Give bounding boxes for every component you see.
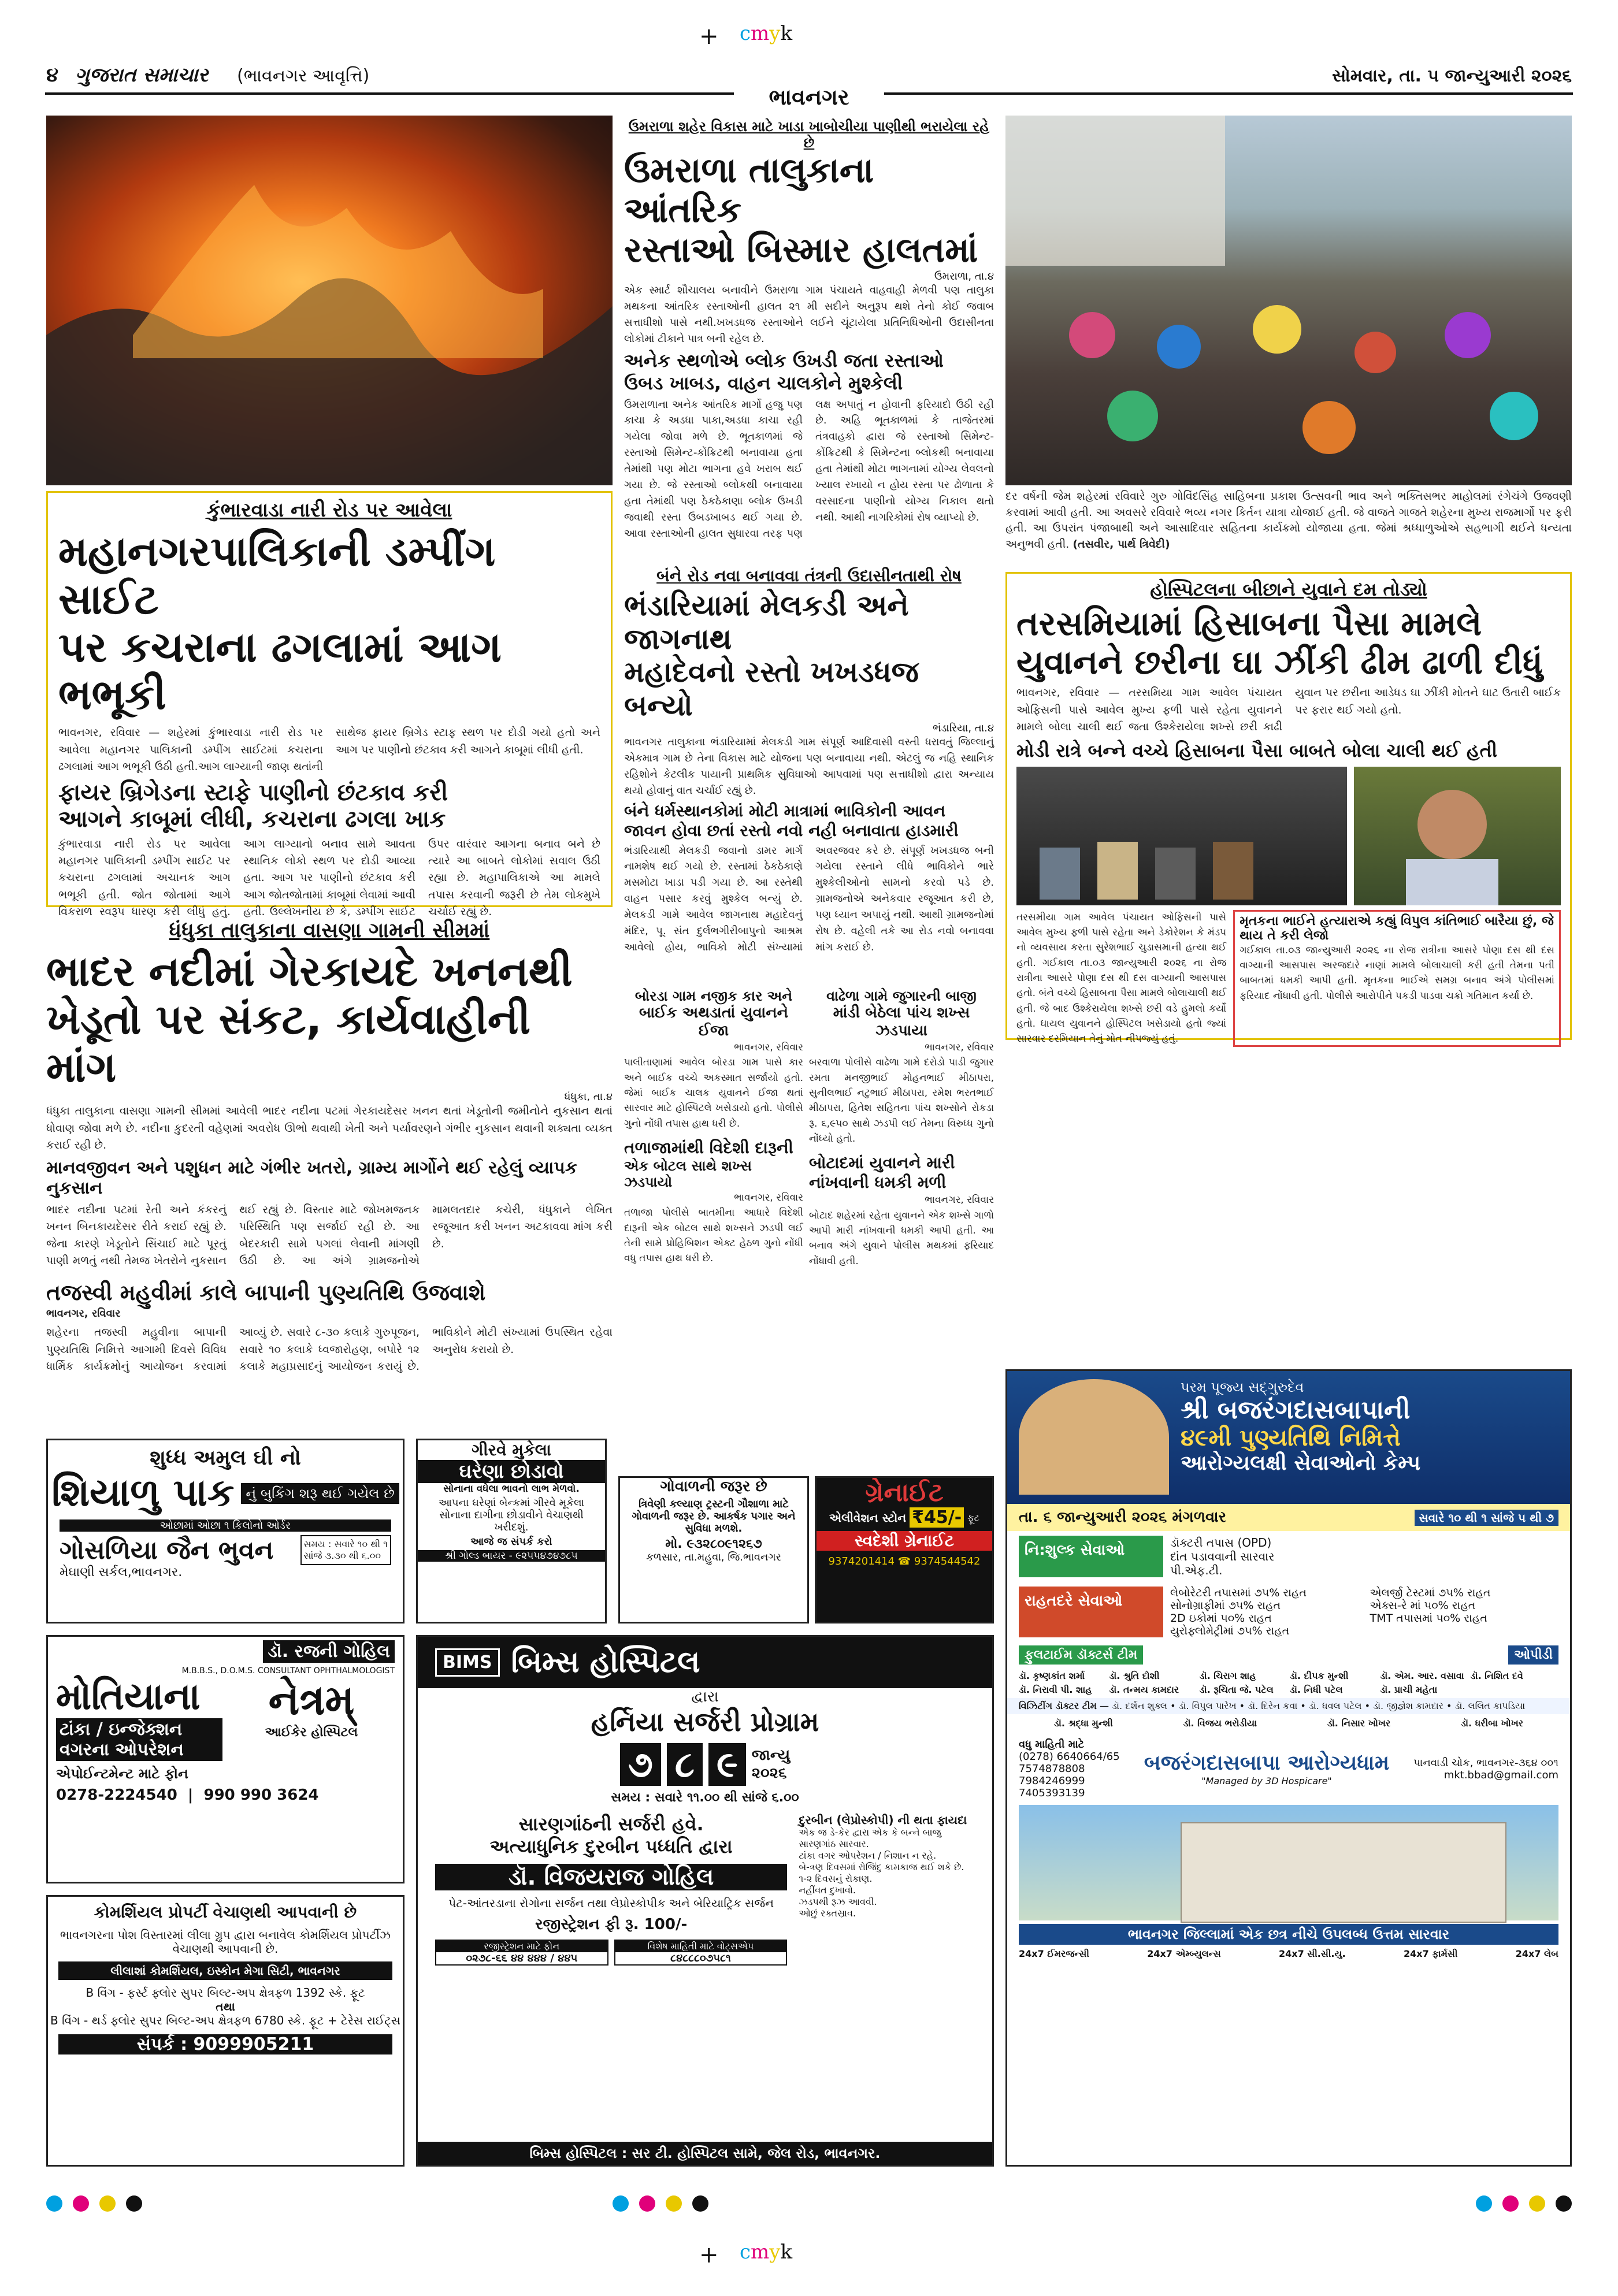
camp-services: 24x7 ઈમરજન્સી 24x7 એમ્બ્યુલન્સ 24x7 સી.સી.યુ. 24x7 ફાર્મસી 24x7 લેબ — [1019, 1948, 1558, 1959]
bims-brand: બિમ્સ હોસ્પિટલ — [511, 1645, 700, 1680]
bims-benefits — [799, 1813, 975, 1966]
camp-line3: ૪૯મી પુણ્યતિથિ નિમિત્તે — [1181, 1425, 1401, 1451]
headline-2: યુવાનને છરીના ઘા ઝીંકી ઢીમ ઢાળી દીધું — [1016, 642, 1543, 682]
ad-granite — [815, 1476, 994, 1623]
page-number: ૪ — [46, 64, 59, 87]
bims-fee: રજીસ્ટ્રેશન ફી રૂ. 100/- — [535, 1916, 688, 1933]
camp-line2: શ્રી બજરંગદાસબાપાની — [1181, 1395, 1411, 1425]
gold-line: સોનાના વધેલા ભાવનો લાભ મેળવો. — [443, 1483, 580, 1495]
ad-gold — [416, 1439, 607, 1623]
bims-address: બિમ્સ હોસ્પિટલ : સર ટી. હોસ્પિટલ સામે, જેલ રોડ, ભાવનગર. — [418, 2142, 992, 2165]
camp-time: સવારે ૧૦ થી ૧ સાંજે ૫ થી ૭ — [1415, 1510, 1558, 1526]
mahuva-headline: તજસ્વી મહુવીમાં કાલે બાપાની પુણ્યતિથિ ઉજવાશે — [46, 1280, 486, 1306]
bims-whatsapp: વિશેષ માહિતી માટે વોટ્સએપ ૮૪૮૮૮૦૭૫૮૧ — [614, 1940, 788, 1966]
ad-ghee — [46, 1439, 404, 1623]
article-tarasamiya — [1005, 572, 1572, 1045]
article-bhadar — [46, 919, 613, 1427]
color-dots-left — [46, 2195, 142, 2212]
article-borda — [624, 988, 803, 1358]
eye-main — [48, 1675, 403, 1761]
dot-magenta — [73, 2195, 89, 2212]
crowd-graphic — [1005, 116, 1572, 485]
granite-shop: સ્વદેશી ગ્રેનાઈટ — [817, 1531, 992, 1551]
dateline: ધંધુકા, તા.૪ — [564, 1091, 613, 1104]
camp-contact-row — [1007, 1733, 1570, 1805]
ghee-main — [48, 1470, 403, 1516]
ad-eye-hospital — [46, 1635, 404, 1883]
portrait-graphic — [1354, 767, 1561, 905]
bims-program: હર્નિયા સર્જરી પ્રોગ્રામ — [591, 1706, 819, 1737]
bims-spec: પેટ-આંતરડાના રોગોના સર્જન તથા લેપ્રોસ્કોપીક અને બેરિયાટ્રિક સર્જન — [448, 1896, 774, 1910]
lead: ભાવનગર તાલુકાના ભંડારિયામાં મેલકડી ગામ સંપૂર્ણ આદિવાસી વસ્તી ધરાવતું જિલ્લાનું એકમાત્ર ગામ છે તેના વિકાસ માટે યોજના પણ બનાવાયા નથી. એટલું જ નહિ સ્થાનિક રહિશોને કેટલીક પાયાની પ્રાથમિક સુવિધાઓ આપવામાં પણ સત્તાધીશો દ્વારા અન્યાય થયો હોવાનું વાત ચર્ચાઈ રહ્યું છે. — [624, 736, 994, 797]
bims-benefit: ૧-૨ દિવસનું રોકાણ. — [799, 1873, 873, 1884]
section-title: ભાવનગર — [734, 84, 884, 111]
quote-body: ગઈકાલ તા.૦૩ જાન્યુઆરી ૨૦૨૬ ના રોજ રાત્રીના આસરે પોણા દસ થી દસ વાગ્યાની આસપાસ અરજદારે નાણાં મામલે બોલાચાલી કરી હતી તેમના પતી બાબતમાં ધમકી આપી હતી. મૃતકના ભાઈએ સમગ્ર બનાવ અંગે પોલીસમાં ફરિયાદ નોંધાવી હતી. પોલીસે આરોપીને પકડી પાડવા ચક્રો ગતિમાન કર્યા છે. — [1240, 944, 1554, 1002]
botad-dateline: ભાવનગર, રવિવાર — [925, 1194, 994, 1206]
bims-doctor: ડૉ. વિજયરાજ ગોહિલ — [435, 1864, 787, 1890]
bims-body — [418, 1805, 992, 1974]
body: પાલીતાણામાં આવેલ બોરડા ગામ પાસે કાર અને બાઈક વચ્ચે અકસ્માત સર્જાયો હતો. જેમાં બાઈક ચાલક યુવાનને ઈજા થતાં સારવાર માટે હોસ્પિટલે ખસેડાયો હતો. પોલીસે ગુનો નોંધી તપાસ હાથ ધરી છે. — [624, 1057, 803, 1130]
talaja-dateline: ભાવનગર, રવિવાર — [734, 1192, 803, 1204]
kicker: બોરડા ગામ નજીક કાર અને — [634, 988, 793, 1004]
kicker: બંને રોડ નવા બનાવવા તંત્રની ઉદાસીનતાથી રોષ — [656, 566, 962, 585]
property-or: તથા — [216, 2000, 235, 2013]
property-sub: ભાવનગરના પોશ વિસ્તારમાં લીલા ગ્રુપ દ્વારા બનાવેલ કોમર્શિયલ પ્રોપર્ટીઝ વેચાણથી આપવાની છે. — [60, 1928, 391, 1956]
camp-line1: પરમ પૂજ્ય સદ્ગુરુદેવ — [1181, 1379, 1304, 1395]
visiting-docs: વિઝિટીંગ ડૉક્ટર ટીમ — ડૉ. દર્શન શુક્લ • ડૉ. વિપુલ પારેખ • ડૉ. દિરેન કવા • ડૉ. ધવલ પટેલ • ડૉ. જીજ્ઞેશ કામદાર • ડૉ. લલિત કાપડિયા — [1007, 1698, 1570, 1714]
photo-credit: (તસવીર, પાર્થ ત્રિવેદી) — [1073, 537, 1170, 551]
eye-left — [56, 1675, 222, 1761]
gold-top: ગીરવે મુકેલા — [472, 1440, 551, 1459]
headline-2: પર કચરાના ઢગલામાં આગ ભભૂકી — [58, 622, 502, 719]
eye-appointment: એપોઈન્ટમેન્ટ માટે ફોન — [56, 1766, 188, 1782]
camp-footer: ભાવનગર જિલ્લામાં એક છત્ર નીચે ઉપલબ્ધ ઉત્તમ સારવાર — [1019, 1924, 1558, 1945]
granite-tag: એલીવેશન સ્ટોન — [829, 1510, 907, 1525]
bims-left — [435, 1813, 787, 1966]
paper-name: ગુજરાત સમાચાર — [75, 64, 209, 87]
bims-dates — [418, 1743, 992, 1786]
kicker: વાઢેળા ગામે જુગારની બાજી — [826, 988, 977, 1004]
camp-address: પાનવાડી ચોક, ભાવનગર-૩૬૪ ૦૦૧ mkt.bbad@gmail.com — [1413, 1756, 1558, 1781]
camp-brand: બજરંગદાસબાપા આરોગ્યધામ "Managed by 3D Hospicare" — [1144, 1751, 1390, 1786]
body: બરવાળા પોલીસે વાઢેળા ગામે દરોડો પાડી જુગાર રમતા મનજીભાઈ મોહનભાઈ મીઠાપરા, સુનીલભાઈ નટુભાઈ મીઠાપરા, રમેશ ભરતભાઈ મીઠાપરા, હિતેશ સહિતના પાંચ શખ્સોને રોકડા રૂ. ૬,૯૫૦ સાથે ઝડપી લઈ તેમના વિરુધ્ધ ગુનો નોંધ્યો હતો. — [809, 1057, 994, 1145]
talaja-headline: તળાજામાંથી વિદેશી દારૂની — [624, 1138, 793, 1158]
eye-degree: M.B.B.S., D.O.M.S. CONSULTANT OPHTHALMOLOGIST — [181, 1666, 395, 1675]
dot-magenta — [639, 2195, 655, 2212]
botad-body: બોટાદ શહેરમાં રહેતા યુવાનને એક શખ્સે ગાળો આપી મારી નાંખવાની ધમકી આપી હતી. આ બનાવ અંગે યુવાને પોલીસ મથકમાં ફરિયાદ નોંધાવી હતી. — [809, 1209, 994, 1267]
headline-2: રસ્તાઓ બિસ્માર હાલતમાં — [624, 230, 978, 270]
fire-photo-graphic — [46, 116, 613, 485]
talaja-body: તળાજા પોલીસે બાતમીના આધારે વિદેશી દારૂની એક બોટલ સાથે શખ્સને ઝડપી લઈ તેની સામે પ્રોહિબિશન એક્ટ હેઠળ ગુનો નોંધી વધુ તપાસ હાથ ધરી છે. — [624, 1207, 803, 1265]
camp-line4: આરોગ્યલક્ષી સેવાઓનો કેમ્પ — [1181, 1451, 1421, 1475]
dot-yellow — [666, 2195, 682, 2212]
festival-caption: દર વર્ષની જેમ શહેરમાં રવિવારે ગુરુ ગોવિંદસિંહ સાહિબના પ્રકાશ ઉત્સવની ભાવ અને ભક્તિસભર માહોલમાં રંગેચંગે ઉજવણી કરવામાં આવી હતી. આ અવસરે રવિવારે ભવ્ય નગર કિર્તન યાત્રા યોજાઈ હતી. જે વાજતે ગાજતે શહેરના મુખ્ય રાજમાર્ગો પર ફરી હતી. આ ઉપરાંત પંજાબાથી અને આસાદિવાર સહિતના કાર્યક્રમો યોજાયા હતા. જેમાં શ્રધ્ધાળુઓએ સહભાગી થઈને ધન્યતા અનુભવી હતી. (તસવીર, પાર્થ ત્રિવેદી) — [1005, 490, 1572, 551]
camp-team-row — [1007, 1642, 1570, 1668]
bims-benefits-title: દુરબીન (લેપ્રોસ્કોપી) ની થતા ફાયદા — [799, 1813, 967, 1827]
ad-property — [46, 1895, 404, 2167]
camp-phones: વધુ માહિતી માટે (0278) 6640664/65 7574878808 7984246999 7405393139 — [1019, 1738, 1120, 1799]
headline: બાઈક અથડાતાં યુવાનને ઈજા — [639, 1004, 788, 1039]
doctor-grid: ડૉ. કૃષ્ણકાંત શર્મા ડૉ. શ્રુતિ દોશી ડૉ. ચિરાગ શાહ ડૉ. દીપક મુન્શી ડૉ. એમ. આર. વસાવા ડૉ. નિશિત દવે ડૉ. નિરાવી પી. શાહ ડૉ. તન્મય કામદાર ડૉ. રૂચિતા જે. પટેલ ડૉ. નિધી પટેલ ડૉ. પ્રાચી મહેતા — [1019, 1670, 1523, 1695]
eye-right — [228, 1675, 395, 1761]
color-dots-center — [613, 2195, 708, 2212]
dot-yellow — [1529, 2195, 1545, 2212]
edition: (ભાવનગર આવૃત્તિ) — [237, 66, 370, 86]
concession-list: લેબોરેટરી તપાસમાં ૭૫% રાહત સોનોગ્રાફીમાં ૭૫% રાહત 2D ઇકોમાં ૫૦% રાહત યુરોફ્લોમેટ્રીમાં ૭૫% રાહત એલર્જી ટેસ્ટમાં ૭૫% રાહત એક્સ-રે માં ૫૦% રાહત TMT તપાસમાં ૫૦% રાહત — [1170, 1587, 1491, 1637]
subhead: ફાયર બ્રિગેડના સ્ટાફે પાણીનો છંટકાવ કરી — [58, 779, 448, 806]
dot-black — [692, 2195, 708, 2212]
ghee-tag: નું બુકિંગ શરૂ થઈ ગયેલ છે — [241, 1483, 399, 1504]
granite-price-row — [817, 1507, 992, 1528]
eye-brand-sub: આઈકેર હોસ્પિટલ — [265, 1725, 358, 1740]
gold-contact: શ્રી ગોલ્ડ બાયર - ૯૨૫૫૪૭૪૭૮૫ — [418, 1550, 605, 1562]
camp-date-row — [1007, 1504, 1570, 1531]
headline: તરસમિયામાં હિસાબના પૈસા મામલે — [1016, 604, 1482, 643]
dot-black — [126, 2195, 142, 2212]
ghee-address: મેઘાણી સર્કલ,ભાવનગર. — [60, 1565, 183, 1580]
quote-title: મૃતકના ભાઈને હત્યારાએ કહ્યું વિપુલ કાંતિભાઈ બારૈયા છું, જે થાય તે કરી લેજો — [1240, 913, 1554, 943]
photo-row — [1016, 767, 1561, 905]
kicker: ધંધુકા તાલુકાના વાસણા ગામની સીમમાં — [169, 919, 490, 942]
botad-headline-2: નાંખવાની ધમકી મળી — [809, 1173, 947, 1192]
concession-label: રાહતદરે સેવાઓ — [1019, 1587, 1163, 1637]
bims-benefit: બે-ત્રણ દિવસમાં રોજિંદુ કામકાજ થઈ શકે છે. — [799, 1862, 964, 1873]
ghee-timing: સમય : સવારે ૧૦ થી ૧ સાંજે ૩.૩૦ થી ૬.૦૦ — [300, 1535, 391, 1565]
guru-portrait — [1019, 1379, 1169, 1495]
body: ઉમરાળાના અનેક આંતરિક માર્ગો હજુ પણ કાચા કે અડધા પાકા,અડધા કાચા રહી ગયેલા જોવા મળે છે. ભૂતકાળમાં જે રસ્તાઓ સિમેન્ટ-કોંક્રિટથી બનાવાયા હતા તેમાંથી પણ મોટા ભાગના હવે ખરાબ થઈ ગયા છે. જે રસ્તાઓ બ્લોકથી બનાવાયા હતા તેમાંથી પણ ઠેકઠેકાણા બ્લોક ઉખડી જવાથી રસ્તા ઉબડખાબડ થઈ ગયા છે. આવા રસ્તાઓની હાલત સુધારવા તરફ પણ લક્ષ અપાતું ન હોવાની ફરિયાદો ઉઠી રહી છે. અહિ ભૂતકાળમાં કે તાજેતરમાં તંત્રવાહકો દ્વારા જે રસ્તાઓ સિમેન્ટ-કોંક્રિટથી કે સિમેન્ટના બ્લોકથી બનાવાયા હતા તેમાંથી મોટા ભાગનામાં યોગ્ય લેવલનો ખ્યાલ રખાયો ન હોય રસ્તા પર ઢોળાતા કે વરસાદના પાણીનો યોગ્ય નિકાલ થતો નથી. આથી નાગરિકોમાં રોષ વ્યાપ્યો છે. — [624, 398, 994, 540]
camp-concession — [1007, 1582, 1570, 1642]
dot-magenta — [1502, 2195, 1519, 2212]
subhead: મોડી રાત્રે બન્ને વચ્ચે હિસાબના પૈસા બાબતે બોલા ચાલી થઈ હતી — [1016, 739, 1498, 761]
body: તરસમીયા ગામ આવેલ પંચાયત ઓફિસની પાસે આવેલ મુખ્ય ફળી પાસે રહેતા અને ડેકોરેશન કે મંડપ નો વ્યવસાય કરતા સુરેશભાઈ ચુડાસમાની હત્યા થઈ હતી. ગઈકાલ તા.૦૩ જાન્યુઆરી ૨૦૨૬ ના રોજ રાત્રીના આસરે પોણા દસ થી દસ વાગ્યાની આસપાસ હતો. બંને વચ્ચે હિસાબના પૈસા મામલે બોલાચાલી થઈ હતી. જે બાદ ઉશ્કેરાયેલા શખ્સે છરી વડે હુમલો કર્યો હતો. ઘાયલ યુવાનને હોસ્પિટલ ખસેડાયો હતો જ્યાં સારવાર દરમિયાન તેનું મોત નીપજ્યું હતું. — [1016, 911, 1227, 1045]
festival-photo — [1005, 116, 1572, 485]
bims-benefit: નહીંવત દુખાવો. — [799, 1885, 856, 1896]
dateline: ભંડારિયા, તા.૪ — [933, 722, 994, 734]
bims-tagline2: અત્યાધુનિક દુરબીન પધ્ધતિ દ્વારા — [489, 1836, 733, 1857]
bims-header — [418, 1637, 992, 1688]
camp-header — [1007, 1371, 1570, 1504]
ghee-note: ઓછામાં ઓછા ૧ કિલોનો ઓર્ડર — [60, 1519, 391, 1532]
quote-box — [1233, 910, 1561, 1047]
bims-benefit: ઝડપથી રૂઝ આવવી. — [799, 1896, 877, 1907]
extra-docs: ડૉ. શ્રદ્ધા મુન્શી ડૉ. વિજય ભરોડીયા ડૉ. નિસાર ખોખર ડૉ. ધરીબા ખોખર — [1053, 1718, 1524, 1729]
talaja-headline-2: એક બોટલ સાથે શખ્સ ઝડપાયો — [624, 1158, 752, 1191]
bims-reg: રજીસ્ટ્રેશન માટે ફોન ૦૨૭૮-૬૬ ૪૪ ૪૪૪ / ૪૪૫ — [435, 1940, 608, 1966]
building-shape — [1181, 1822, 1506, 1923]
article-dumping-site — [46, 491, 613, 919]
headline: માંડી બેઠેલા પાંચ શખ્સ ઝડપાયા — [833, 1004, 970, 1039]
headline: મહાનગરપાલિકાની ડમ્પીંગ સાઈટ — [58, 527, 496, 623]
property-project: લીલાશાં કોમર્શિયલ, ઇસ્કોન મેગા સિટી, ભાવનગર — [58, 1961, 392, 1980]
hospital-building-photo — [1019, 1805, 1558, 1920]
bims-time: સમય : સવારે ૧૧.૦૦ થી સાંજે ૬.૦૦ — [611, 1790, 799, 1805]
property-title: કોમર્શિયલ પ્રોપર્ટી વેચાણથી આપવાની છે — [94, 1903, 357, 1922]
ghee-line1: શુધ્ધ અમુલ ઘી નો — [150, 1446, 301, 1470]
registration-mark-bottom: + — [699, 2242, 719, 2268]
eye-headline: મોતિયાના — [56, 1675, 201, 1718]
dot-yellow — [99, 2195, 116, 2212]
kicker: હોસ્પિટલના બીછાને યુવાને દમ તોડ્યો — [1150, 578, 1427, 600]
subhead-2: જાવન હોવા છતાં રસ્તો નવો નહી બનાવાતા હાડમારી — [624, 820, 959, 840]
subhead-2: આગને કાબૂમાં લીધી, કચરાના ઢગલા ખાક — [58, 805, 446, 833]
gaushala-body: ત્રિવેણી કલ્યાણ ટ્રસ્ટની ગૌશાળા માટે ગોવાળની જરૂર છે. આકર્ષક પગાર અને સુવિધા મળશે. — [632, 1498, 796, 1535]
free-label: નિ:શુલ્ક સેવાઓ — [1019, 1536, 1163, 1577]
eye-phones: 0278-2224540 | 990 990 3624 — [56, 1786, 319, 1804]
botad-headline: બોટાદમાં યુવાનને મારી — [809, 1153, 955, 1173]
eye-tag — [56, 1640, 60, 1663]
dot-cyan — [1476, 2195, 1492, 2212]
bims-benefit: ઓછું રક્તસ્રાવ. — [799, 1908, 856, 1919]
opd-label: ઓપીડી — [1508, 1645, 1558, 1665]
property-contact: સંપર્ક : 9099905211 — [58, 2034, 392, 2054]
date-7: ૭ — [620, 1743, 661, 1786]
ghee-shop: ગોસળિયા જૈન ભુવન — [60, 1535, 274, 1565]
eye-header — [48, 1637, 403, 1666]
gaushala-phone: મો. ૯૩૨૮૦૯૧૨૬૭ — [665, 1537, 762, 1551]
lead: ભાવનગર, રવિવાર — તરસમિયા ગામ આવેલ પંચાયત ઓફિસની પાસે આવેલ મુખ્ય ફળી પાસે રહેતા યુવાનને મામલે બોલા ચાલી થઈ જતા ઉશ્કેરાયેલા શખ્સે છરી કાઢી યુવાન પર છરીના આડેધડ ઘા ઝીંકી મોતને ઘાટ ઉતારી બાઈક પર ફરાર થઈ ગયો હતો. — [1016, 686, 1561, 734]
registration-mark: + — [699, 23, 719, 50]
bims-by: દ્વારા — [691, 1688, 719, 1706]
article-umrala — [624, 118, 994, 540]
gold-body: આપના ઘરેણાં બેન્કમાં ગીરવે મૂકેલા સોનાના દાગીના છોડાવીને વેચાણથી ખરીદશું. — [439, 1497, 584, 1533]
eye-sub: ટાંકા / ઇન્જેક્શન વગરના ઓપરેશન — [56, 1718, 222, 1761]
fire-photo — [46, 116, 613, 485]
date-9: ૯ — [708, 1743, 746, 1786]
free-list: ડૉક્ટરી તપાસ (OPD) દાંત પડાવવાની સારવાર પી.એફ.ટી. — [1170, 1536, 1275, 1577]
subhead: માનવજીવન અને પશુધન માટે ગંભીર ખતરો, ગ્રામ્ય માર્ગોને થઈ રહેલું વ્યાપક નુકસાન — [46, 1157, 577, 1198]
subhead: અનેક સ્થળોએ બ્લોક ઉખડી જતા રસ્તાઓ — [624, 349, 944, 371]
headline: ભંડારિયામાં મેલકડી અને જાગનાથ — [624, 589, 909, 656]
granite-phone: 9374201414 ☎ 9374544542 — [828, 1555, 981, 1567]
article-bhandariya — [624, 566, 994, 982]
lead: ધંધુકા તાલુકાના વાસણા ગામની સીમમાં આવેલી ભાદર નદીના પટમાં ગેરકાયદેસર ખનન થતાં ખેડૂતોની જમીનોને નુકસાન થતાં ધોવાણ જોવા મળે છે. નદીના કુદરતી વહેણમાં અવરોધ ઊભો થવાથી ખેતી અને પર્યાવરણને ગંભીર નુકસાન થવાની શક્યતા વ્યક્ત કરાઈ રહી છે. — [46, 1105, 613, 1152]
dateline: ભાવનગર, રવિવાર — [734, 1042, 803, 1053]
dateline: ભાવનગર, રવિવાર — [925, 1042, 994, 1053]
ghee-footer — [48, 1535, 403, 1565]
bims-benefit: એક જ ડે-કેર દ્વારા એક કે બન્ને બાજુ સારણગાંઠ સારવાર. — [799, 1827, 941, 1849]
subhead: બંને ધર્મસ્થાનકોમાં મોટી માત્રામાં ભાવિકોની આવન — [624, 801, 946, 820]
gold-title: ઘરેણા છોડાવો — [418, 1460, 605, 1483]
gold-footer: આજે જ સંપર્ક કરો — [470, 1536, 552, 1548]
property-line2: B વિંગ - થર્ડ ફ્લોર સુપર બિલ્ટ-અપ ક્ષેત્રફળ 6780 સ્કે. ફૂટ + ટેરેસ રાઈટ્સ — [50, 2013, 400, 2027]
dot-black — [1556, 2195, 1572, 2212]
dateline: ઉમરાળા, તા.૪ — [934, 270, 994, 283]
bims-tagline1: સારણગાંઠની સર્જરી હવે. — [518, 1813, 704, 1835]
dot-cyan — [46, 2195, 62, 2212]
body: ભાદર નદીના પટમાં રેતી અને કંકરનું ખનન બિનકાયદેસર રીતે કરાઈ રહ્યું છે. જેના કારણે ખેડૂતોને સિંચાઈ માટે પૂરતું પાણી મળતું નથી તેમજ ખેતરોને નુકસાન થઈ રહ્યું છે. વિસ્તાર માટે જોખમજનક પરિસ્થિતિ પણ સર્જાઈ રહી છે. આ બેદરકારી સામે પગલાં લેવાની માંગણી ઉઠી છે. આ અંગે ગ્રામજનોએ મામલતદાર કચેરી, ધંધુકાને લેખિત રજૂઆત કરી ખનન અટકાવવા માંગ કરી છે. — [46, 1203, 613, 1268]
scene-graphic — [1016, 767, 1347, 905]
headline: ભાદર નદીમાં ગેરકાયદે ખનનથી — [46, 947, 573, 995]
gaushala-title: ગોવાળની જરૂર છે — [660, 1478, 767, 1495]
gaushala-address: કળસાર, તા.મહુવા, જિ.ભાવનગર — [646, 1551, 781, 1563]
granite-unit: ફૂટ — [967, 1511, 979, 1523]
lead: એક સ્માર્ટ શૌચાલય બનાવીને ઉમરાળા ગામ પંચાયતે વાહવાહી મેળવી પણ તાલુકા મથકના આંતરિક રસ્તાઓની હાલત ૨૧ મી સદીને અનુરૂપ થશે તેનો કોઈ જવાબ સત્તાધીશો પાસે નથી.ખખડધજ રસ્તાઓને લઈને ચૂંટાયેલા પ્રતિનિધિઓની ઉદાસીનતા લોકોમાં ટીકાને પાત્ર બની રહેલ છે. — [624, 284, 994, 345]
subhead-2: ઉબડ ખાબડ, વાહન ચાલકોને મુશ્કેલી — [624, 371, 903, 394]
cmyk-label: cmyk — [740, 22, 793, 45]
bims-contacts — [435, 1940, 787, 1966]
lead: ભાવનગર, રવિવાર — શહેરમાં કુંભારવાડા નારી રોડ પર આવેલા મહાનગર પાલિકાની ડમ્પીંગ સાઈટમાં કચરાના ઢગલામાં આગ ભભૂકી ઉઠી હતી.આગ લાગ્યાની જાણ થતાંની સાથેજ ફાયર બ્રિગેડ સ્ટાફ સ્થળ પર દોડી ગયો હતો અને આગ પર પાણીનો છંટકાવ કરી આગને કાબૂમાં લીધી હતી. — [58, 726, 600, 774]
ghee-title: શિયાળુ પાક — [51, 1470, 235, 1515]
cmyk-label-bottom: cmyk — [740, 2241, 793, 2264]
camp-date: તા. ૬ જાન્યુઆરી ૨૦૨૬ મંગળવાર — [1019, 1509, 1227, 1526]
camp-free — [1007, 1531, 1570, 1582]
headline-2: મહાદેવનો રસ્તો ખખડધજ બન્યો — [624, 655, 919, 722]
eye-doctor: ડૉ. રજની ગોહિલ — [263, 1640, 395, 1663]
color-dots-right — [1476, 2195, 1572, 2212]
dot-cyan — [613, 2195, 629, 2212]
property-line1: B વિંગ - ફર્સ્ટ ફ્લોર સુપર બિલ્ટ-અપ ક્ષેત્રફળ 1392 સ્કે. ફૂટ — [86, 1986, 365, 2000]
granite-price: ₹45/- — [910, 1507, 964, 1528]
headline: ઉમરાળા તાલુકાના આંતરિક — [624, 150, 874, 231]
date-8: ૮ — [667, 1743, 703, 1786]
mahuva-dateline: ભાવનગર, રવિવાર — [46, 1307, 121, 1320]
body: કુંભારવાડા નારી રોડ પર આવેલા મહાનગર પાલિકાની ડમ્પીંગ સાઈટ પર કચરાના ઢગલામાં અચાનક આગ ભભૂકી હતી. જોત જોતામાં આગે વિકરાળ સ્વરૂપ ધારણ કરી લીધું હતું. આગ લાગ્યાનો બનાવ સામે આવતા સ્થાનિક લોકો સ્થળ પર દોડી આવ્યા હતા. આગ પર પાણીનો છંટકાવ કરી આગ જોતજોતામાં કાબૂમાં લેવામાં આવી હતી. ઉલ્લેખનીય છે કે, ડમ્પીંગ સાઈટ ઉપર વારંવાર આગના બનાવ બને છે ત્યારે આ બાબતે લોકોમાં સવાલ ઉઠી રહ્યા છે. મહાપાલિકાએ આ મામલે તપાસ કરવાની જરૂરી છે તેમ લોકમુખે ચર્ચાઈ રહ્યું છે. — [58, 837, 600, 919]
tarasamiya-lower — [1016, 910, 1561, 1047]
bims-logo: BIMS — [435, 1648, 500, 1677]
bims-month: જાન્યુ ૨૦૨૬ — [751, 1747, 791, 1782]
ad-bims — [416, 1635, 994, 2167]
bims-benefit: ટાંકા વગર ઓપરેશન / નિશાન ન રહે. — [799, 1850, 937, 1861]
police-scene-photo — [1016, 767, 1347, 905]
headline-2: ખેડૂતો પર સંકટ, કાર્યવાહીની માંગ — [46, 994, 530, 1091]
team-label: ફુલટાઈમ ડૉક્ટર્સ ટીમ — [1019, 1645, 1143, 1665]
ad-health-camp — [1005, 1369, 1572, 2167]
eye-brand: નેત્રમ્ — [268, 1675, 355, 1724]
granite-brand: ગ્રેનાઈટ — [865, 1478, 944, 1507]
date: સોમવાર, તા. ૫ જાન્યુઆરી ૨૦૨૬ — [1331, 66, 1572, 86]
kicker: કુંભારવાડા નારી રોડ પર આવેલા — [206, 499, 452, 522]
ad-gaushala — [618, 1476, 809, 1623]
victim-photo — [1354, 767, 1561, 905]
mahuva-body: શહેરના તજસ્વી મહુવીના બાપાની પુણ્યતિથિ નિમિત્તે આગામી દિવસે વિવિધ ધાર્મિક કાર્યક્રમોનું આયોજન કરવામાં આવ્યું છે. સવારે ૮-૩૦ કલાકે ગુરુપૂજન, સવારે ૧૦ કલાકે ધ્વજારોહણ, બપોરે ૧૨ કલાકે મહાપ્રસાદનું આયોજન કરાયું છે. ભાવિકોને મોટી સંખ્યામાં ઉપસ્થિત રહેવા અનુરોધ કરાયો છે. — [46, 1326, 613, 1373]
article-vadhela — [809, 988, 994, 1358]
kicker: ઉમરાળા શહેર વિકાસ માટે ખાડા ખાબોચીયા પાણીથી ભરાયેલા રહે છે — [628, 118, 990, 151]
body: ભંડારિયાથી મેલકડી જવાનો ડામર માર્ગ નામશેષ થઈ ગયો છે. રસ્તામાં ઠેકઠેકાણે મસમોટા ખાડા પડી ગયા છે. આ રસ્તેથી વાહન પસાર કરવું મુશ્કેલ બન્યું છે. મેલકડી ગામે આવેલ જાગનાથ મહાદેવનું મંદિર, પૂ. સંત દુર્લભગીરીબાપુનો આશ્રમ આવેલો હોય, ભાવિકો મોટી સંખ્યામાં અવરજવર કરે છે. સંપૂર્ણ ખખડધજ બની ગયેલા રસ્તાને લીધે ભાવિકોને ભારે મુશ્કેલીઓનો સામનો કરવો પડે છે. ગ્રામજનોએ અનેકવાર રજૂઆત કરી છે, પણ ધ્યાન અપાયું નથી. આથી ગ્રામજનોમાં રોષ છે. વહેલી તકે આ રોડ નવો બનાવવા માંગ કરાઈ છે. — [624, 844, 994, 953]
